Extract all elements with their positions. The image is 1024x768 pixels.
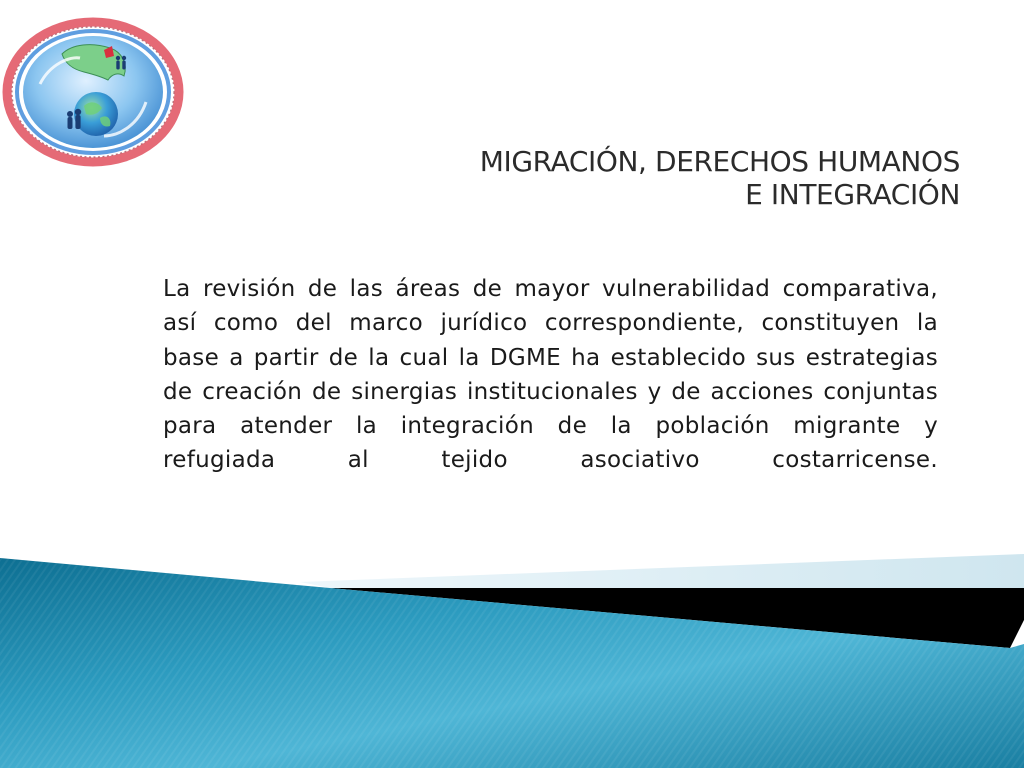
decorative-wave-band <box>0 548 1024 768</box>
body-paragraph: La revisión de las áreas de mayor vulnerabilidad comparativa, así como del marco jurídico correspondiente, constituyen la base a partir de la cual la DGME ha establecido sus estrategias de creación de sinergias institucionales y de acciones conjuntas para atender la integración de la población migrante y refugiada al tejido asociativo costarricense. <box>163 276 938 474</box>
institution-seal-globe-icon <box>0 14 190 182</box>
slide-title <box>480 145 960 211</box>
logo-panel <box>0 14 190 182</box>
slide-title-line-2: E INTEGRACIÓN <box>745 178 960 211</box>
slide-title-line-1: MIGRACIÓN, DERECHOS HUMANOS <box>479 145 960 178</box>
light-band <box>300 554 1024 588</box>
